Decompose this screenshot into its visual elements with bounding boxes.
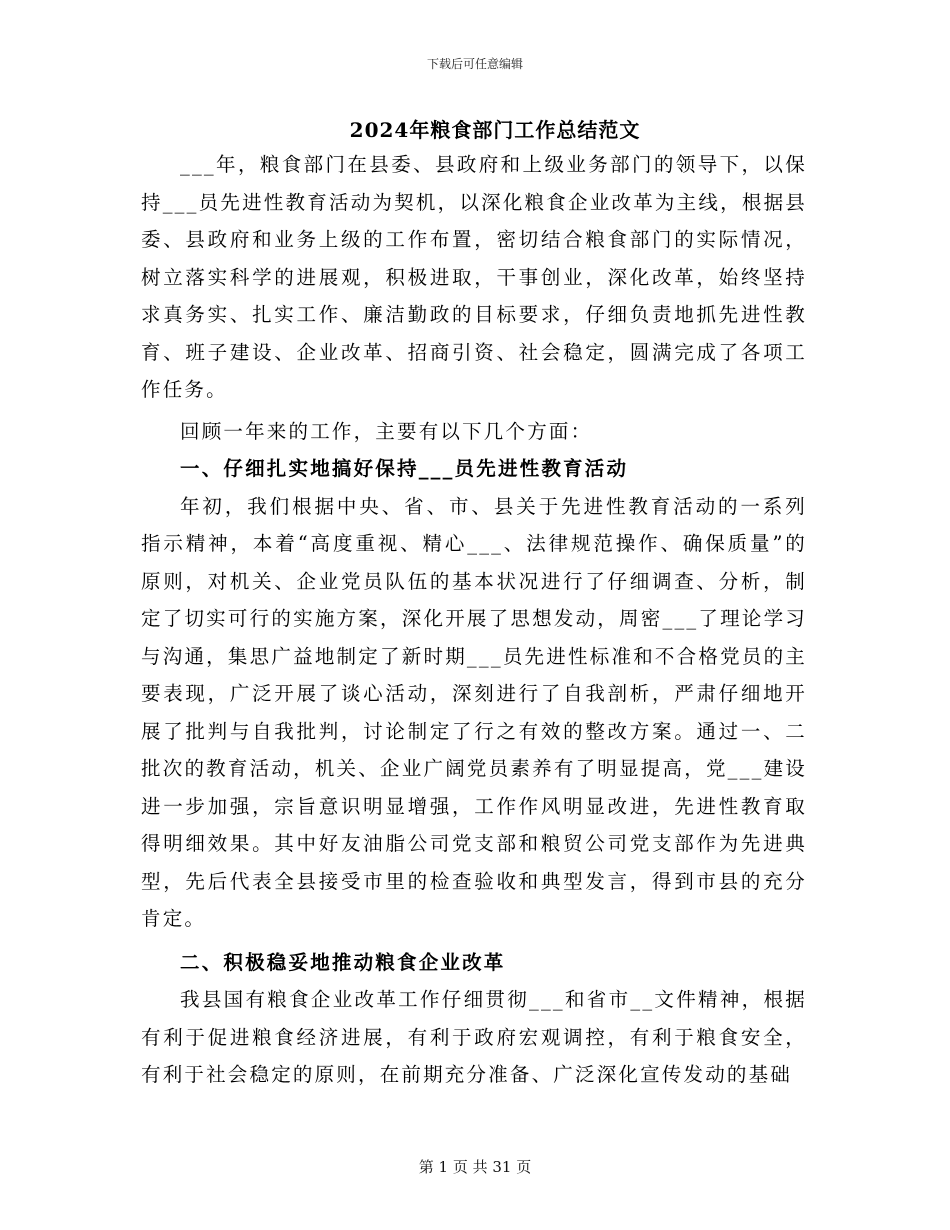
page-header-note: 下载后可任意编辑 [426, 57, 523, 71]
document-title: 2024年粮食部门工作总结范文 [349, 118, 641, 142]
page-footer-number: 第 1 页 共 31 页 [418, 1158, 532, 1176]
paragraph-section-1: 年初，我们根据中央、省、市、县关于先进性教育活动的一系列指示精神，本着“高度重视、精心___、法律规范操作、确保质量”的原则，对机关、企业党员队伍的基本状况进行了仔细调查、分析，制定了切实可行的实施方案，深化开展了思想发动，周密___了理论学习与沟通，集思广益地制定了新时期___员先进性标准和不合格党员的主要表现，广泛开展了谈心活动，深刻进行了自我剖析，严肃仔细地开展了批判与自我批判，讨论制定了行之有效的整改方案。通过一、二批次的教育活动，机关、企业广阔党员素养有了明显提高，党___建设进一步加强，宗旨意识明显增强，工作作风明显改进，先进性教育取得明细效果。其中好友油脂公司党支部和粮贸公司党支部作为先进典型，先后代表全县接受市里的检查验收和典型发言，得到市县的充分肯定。 [141, 494, 807, 930]
paragraph-intro: ___年，粮食部门在县委、县政府和上级业务部门的领导下，以保持___员先进性教育活动为契机，以深化粮食企业改革为主线，根据县委、县政府和业务上级的工作布置，密切结合粮食部门的实际情况，树立落实科学的进展观，积极进取，干事创业，深化改革，始终坚持求真务实、扎实工作、廉洁勤政的目标要求，仔细负责地抓先进性教育、班子建设、企业改革、招商引资、社会稳定，圆满完成了各项工作任务。 [141, 153, 807, 401]
paragraph-review: 回顾一年来的工作，主要有以下几个方面： [180, 419, 593, 443]
paragraph-section-2: 我县国有粮食企业改革工作仔细贯彻___和省市__文件精神，根据有利于促进粮食经济进展，有利于政府宏观调控，有利于粮食安全，有利于社会稳定的原则，在前期充分准备、广泛深化宣传发动的基础 [141, 988, 807, 1086]
document-body [141, 146, 807, 1094]
section-heading-1: 一、仔细扎实地搞好保持___员先进性教育活动 [180, 457, 629, 480]
section-heading-2: 二、积极稳妥地推动粮食企业改革 [180, 950, 506, 974]
